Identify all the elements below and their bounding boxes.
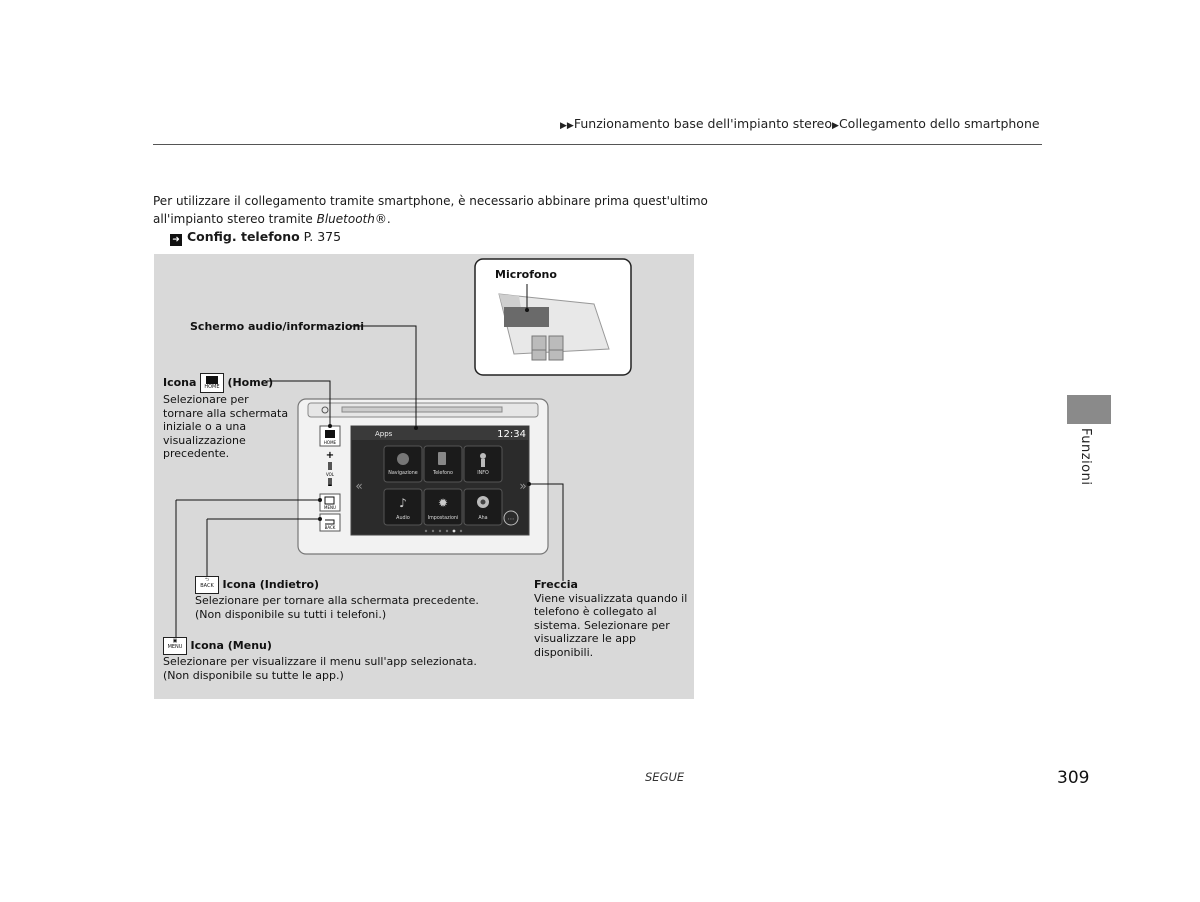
figure-panel <box>154 254 694 699</box>
reference-arrow-icon: ➜ <box>170 234 182 246</box>
intro-paragraph <box>153 192 713 228</box>
home-callout <box>163 373 303 461</box>
app-aha[interactable]: Aha <box>478 516 488 521</box>
intro-line-2-pre: all'impianto stereo tramite <box>153 212 317 226</box>
double-triangle-icon: ▶▶ <box>560 121 574 131</box>
freccia-desc-4: visualizzare le app <box>534 632 636 645</box>
back-desc-1: Selezionare per tornare alla schermata precedente. <box>195 594 479 607</box>
back-icon-label: BACK <box>200 583 214 589</box>
freccia-desc-2: telefono è collegato al <box>534 605 657 618</box>
app-telefono[interactable]: Telefono <box>433 471 453 476</box>
schermo-text: Schermo audio/informazioni <box>190 320 365 333</box>
freccia-title <box>534 578 694 592</box>
menu-callout <box>163 637 503 682</box>
intro-line-2-italic: Bluetooth <box>316 212 375 226</box>
xref-title: Config. telefono <box>187 229 300 244</box>
head-unit <box>298 399 548 554</box>
page-number: 309 <box>1057 768 1090 788</box>
continued-marker: SEGUE <box>645 770 685 784</box>
menu-desc-1: Selezionare per visualizzare il menu sull'app selezionata. <box>163 655 477 668</box>
xref-page: P. 375 <box>299 229 342 244</box>
freccia-title-text: Freccia <box>534 578 578 591</box>
svg-text:«: « <box>355 479 363 493</box>
home-icon-label: HOME <box>204 384 220 390</box>
intro-line-2-post: ®. <box>374 212 391 226</box>
screen-title: Apps <box>375 430 393 438</box>
cross-reference[interactable] <box>170 229 341 246</box>
hw-vol-label: VOL <box>325 472 335 477</box>
freccia-callout <box>534 578 694 659</box>
screen-clock: 12:34 <box>497 429 526 440</box>
chapter-label: Funzioni <box>1078 428 1093 486</box>
menu-title: Icona (Menu) <box>190 639 272 652</box>
back-title: Icona (Indietro) <box>222 578 320 591</box>
home-title <box>163 373 303 393</box>
microfono-label <box>495 268 557 282</box>
svg-text:⋯: ⋯ <box>507 515 515 523</box>
app-navigazione[interactable]: Navigazione <box>388 471 418 476</box>
app-info[interactable]: INFO <box>477 471 489 476</box>
app-audio[interactable]: Audio <box>396 516 410 521</box>
breadcrumb-topic: Collegamento dello smartphone <box>838 116 1040 131</box>
back-icon: ⮌ BACK <box>195 576 219 594</box>
svg-text:-: - <box>327 480 333 491</box>
intro-line-1: Per utilizzare il collegamento tramite smartphone, è necessario abbinare prima quest'ultimo <box>153 194 708 208</box>
hw-home-label: HOME <box>323 440 337 445</box>
home-desc-3: iniziale o a una <box>163 420 247 433</box>
back-desc-2: (Non disponibile su tutti i telefoni.) <box>195 607 387 621</box>
microfono-text: Microfono <box>495 268 557 281</box>
home-desc-5: precedente. <box>163 447 230 460</box>
hw-back-label: BACK <box>324 525 336 530</box>
home-desc-2: tornare alla schermata <box>163 406 289 420</box>
home-icon <box>200 373 224 393</box>
app-impostazioni[interactable]: Impostazioni <box>427 516 459 521</box>
freccia-desc-1: Viene visualizzata quando il <box>534 591 688 605</box>
back-callout <box>195 576 495 621</box>
svg-text:+: + <box>325 450 335 461</box>
breadcrumb <box>560 116 1040 131</box>
home-prefix: Icona <box>163 376 197 389</box>
triangle-icon: ▶ <box>832 121 839 131</box>
intro-line-2 <box>153 210 713 228</box>
home-suffix: (Home) <box>227 376 274 389</box>
freccia-desc-3: sistema. Selezionare per <box>534 618 670 632</box>
breadcrumb-section: Funzionamento base dell'impianto stereo <box>573 116 833 131</box>
header-rule <box>153 144 1042 145</box>
menu-title-row <box>163 637 503 655</box>
chapter-tab <box>1067 395 1111 424</box>
svg-text:♪: ♪ <box>399 496 407 510</box>
home-desc-1: Selezionare per <box>163 393 249 406</box>
back-title-row <box>195 576 495 594</box>
freccia-desc-5: disponibili. <box>534 645 594 659</box>
home-desc-4: visualizzazione <box>163 433 246 447</box>
hw-menu-label: MENU <box>324 505 336 510</box>
menu-icon-label: MENU <box>167 644 183 650</box>
menu-desc-2: (Non disponibile su tutte le app.) <box>163 668 344 682</box>
svg-text:»: » <box>519 479 527 493</box>
menu-icon: ▣ MENU <box>163 637 187 655</box>
svg-text:✹: ✹ <box>437 496 449 510</box>
schermo-label <box>190 320 364 334</box>
